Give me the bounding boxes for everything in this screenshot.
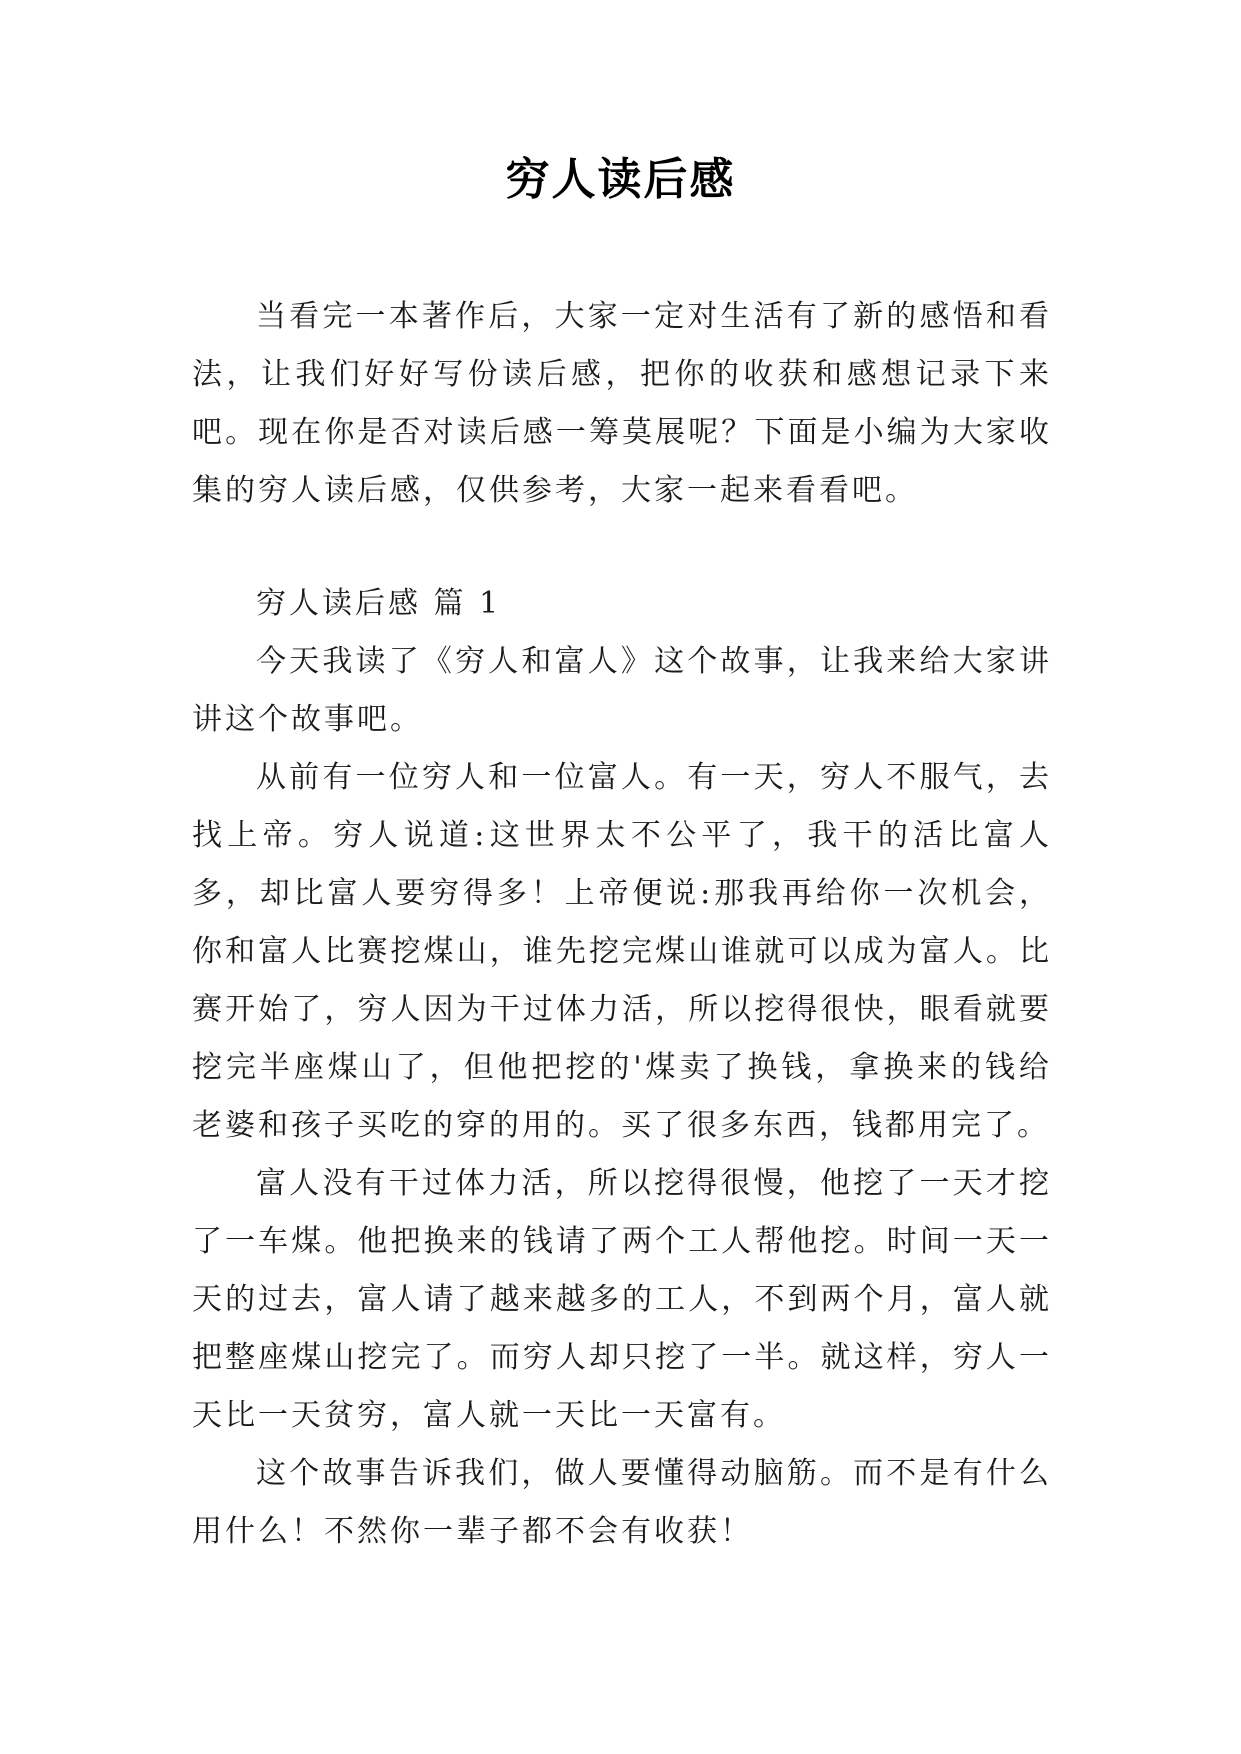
body-paragraph: 今天我读了《穷人和富人》这个故事，让我来给大家讲讲这个故事吧。: [192, 644, 1052, 737]
intro-block: [192, 288, 1052, 520]
body-paragraph: 这个故事告诉我们，做人要懂得动脑筋。而不是有什么用什么！不然你一辈子都不会有收获！: [192, 1456, 1052, 1549]
intro-paragraph: 当看完一本著作后，大家一定对生活有了新的感悟和看法，让我们好好写份读后感，把你的收获和感想记录下来吧。现在你是否对读后感一筹莫展呢？下面是小编为大家收集的穷人读后感，仅供参考，大家一起来看看吧。: [192, 299, 1052, 508]
body-paragraph: 从前有一位穷人和一位富人。有一天，穷人不服气，去找上帝。穷人说道:这世界太不公平了，我干的活比富人多，却比富人要穷得多！上帝便说:那我再给你一次机会，你和富人比赛挖煤山，谁先挖完煤山谁就可以成为富人。比赛开始了，穷人因为干过体力活，所以挖得很快，眼看就要挖完半座煤山了，但他把挖的'煤卖了换钱，拿换来的钱给老婆和孩子买吃的穿的用的。买了很多东西，钱都用完了。: [192, 760, 1052, 1143]
body-paragraph: 富人没有干过体力活，所以挖得很慢，他挖了一天才挖了一车煤。他把换来的钱请了两个工人帮他挖。时间一天一天的过去，富人请了越来越多的工人，不到两个月，富人就把整座煤山挖完了。而穷人却只挖了一半。就这样，穷人一天比一天贫穷，富人就一天比一天富有。: [192, 1166, 1052, 1433]
section-1: [192, 575, 1052, 1561]
section-heading: 穷人读后感 篇 1: [256, 586, 502, 621]
document-title: 穷人读后感: [505, 154, 736, 205]
